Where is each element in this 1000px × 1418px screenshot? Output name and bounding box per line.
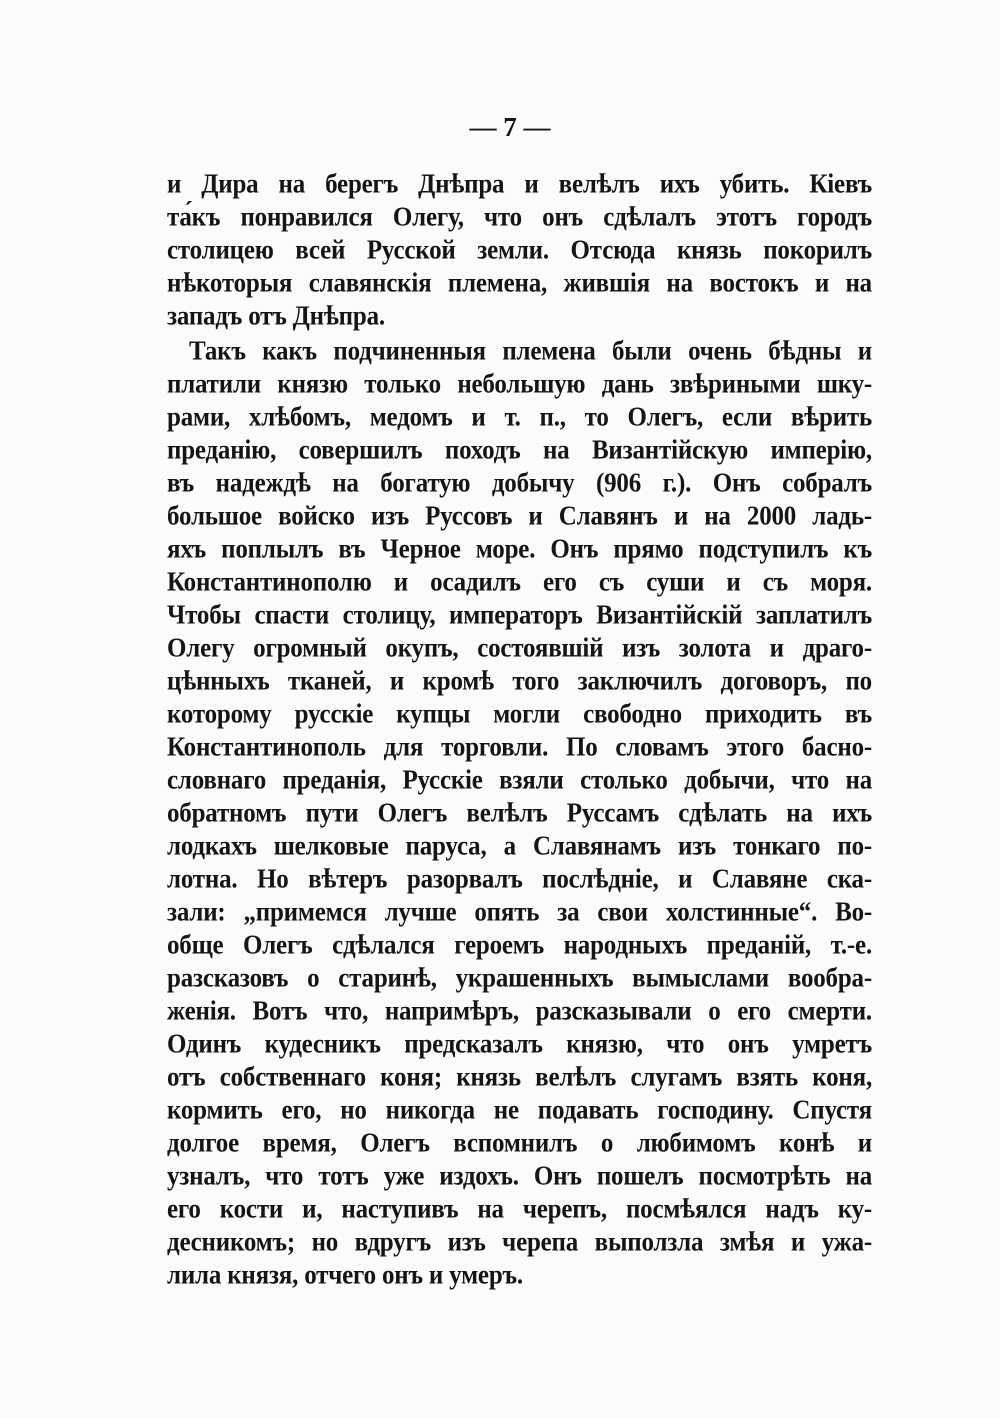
text-line: его кости и, наступивъ на черепъ, посмѣялся надъ ку- — [167, 1194, 872, 1225]
text-line: Олегу огромный окупъ, состоявшій изъ золота и драго- — [167, 633, 872, 664]
text-line: яхъ поплылъ въ Черное море. Онъ прямо подступилъ къ — [167, 534, 872, 565]
text-line: которому русскіе купцы могли свободно приходить въ — [167, 699, 872, 730]
text-line: Одинъ кудесникъ предсказалъ князю, что онъ умретъ — [167, 1029, 872, 1060]
text-line: узналъ, что тотъ уже издохъ. Онъ пошелъ посмотрѣть на — [167, 1161, 872, 1192]
text-line: долгое время, Олегъ вспомнилъ о любимомъ конѣ и — [167, 1128, 872, 1159]
text-line: обще Олегъ сдѣлался героемъ народныхъ преданій, т.-е. — [167, 930, 872, 961]
text-line: кормить его, но никогда не подавать господину. Спустя — [167, 1095, 872, 1126]
text-line: западъ отъ Днѣпра. — [167, 301, 385, 332]
text-line: Чтобы спасти столицу, императоръ Византійскій заплатилъ — [167, 600, 872, 631]
text-line: та́къ понравился Олегу, что онъ сдѣлалъ этотъ городъ — [167, 202, 872, 233]
text-line: словнаго преданія, Русскіе взяли столько добычи, что на — [167, 765, 872, 796]
text-line: нѣкоторыя славянскія племена, жившія на востокъ и на — [167, 268, 872, 299]
text-line: столицею всей Русской земли. Отсюда князь покорилъ — [167, 235, 872, 266]
paragraph-2 — [167, 335, 872, 1292]
text-line: Константинополь для торговли. По словамъ этого басно- — [167, 732, 872, 763]
text-line: цѣнныхъ тканей, и кромѣ того заключилъ договоръ, по — [167, 666, 872, 697]
text-line: лодкахъ шелковые паруса, а Славянамъ изъ тонкаго по- — [167, 831, 872, 862]
text-line: Константинополю и осадилъ его съ суши и съ моря. — [167, 567, 872, 598]
text-line: большое войско изъ Руссовъ и Славянъ и на 2000 ладь- — [167, 501, 872, 532]
text-line: платили князю только небольшую дань звѣриными шку- — [167, 369, 872, 400]
text-line: отъ собственнаго коня; князь велѣлъ слугамъ взять коня, — [167, 1062, 872, 1093]
paragraph-1 — [167, 168, 872, 333]
text-line: разсказовъ о старинѣ, украшенныхъ вымыслами вообра- — [167, 963, 872, 994]
text-line: въ надеждѣ на богатую добычу (906 г.). Онъ собралъ — [167, 468, 872, 499]
text-line: Такъ какъ подчиненныя племена были очень бѣдны и — [189, 336, 872, 367]
text-line: зали: „примемся лучше опять за свои холстинные“. Во- — [167, 897, 872, 928]
page-number: — 7 — — [469, 112, 551, 142]
text-line: преданію, совершилъ походъ на Византійскую имперію, — [167, 435, 872, 466]
text-line: и Дира на берегъ Днѣпра и велѣлъ ихъ убить. Кіевъ — [167, 169, 872, 200]
text-line: женія. Вотъ что, напримѣръ, разсказывали о его смерти. — [167, 996, 872, 1027]
text-line: лила князя, отчего онъ и умеръ. — [167, 1260, 523, 1291]
text-line: рами, хлѣбомъ, медомъ и т. п., то Олегъ, если вѣрить — [167, 402, 872, 433]
text-line: десникомъ; но вдругъ изъ черепа выползла змѣя и ужа- — [167, 1227, 872, 1258]
text-line: обратномъ пути Олегъ велѣлъ Руссамъ сдѣлать на ихъ — [167, 798, 872, 829]
text-line: лотна. Но вѣтеръ разорвалъ послѣдніе, и Славяне ска- — [167, 864, 872, 895]
